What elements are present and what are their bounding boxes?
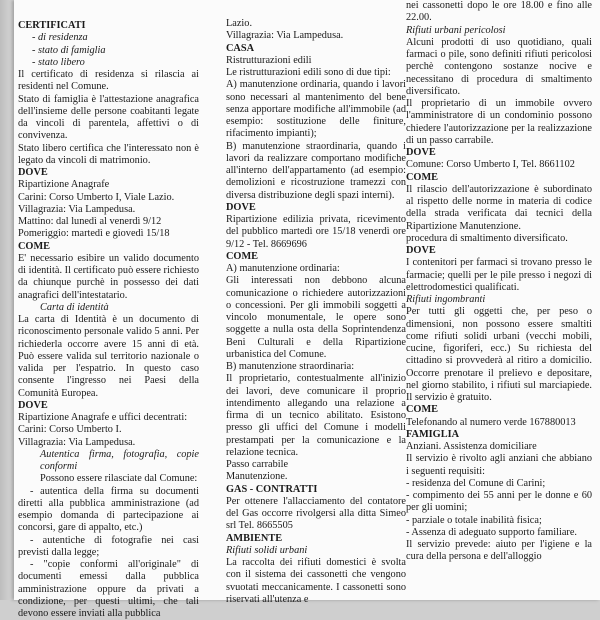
paragraph: E' necessario esibire un valido documento di identità. Il certificato può essere richiesto da chiunque purchè in possesso dei dati anagrafici dell'intestatario. [18, 252, 199, 301]
list-item: - stato libero [32, 56, 85, 68]
subheading-manutenzione-straordinaria: B) manutenzione straordinaria: [226, 361, 355, 372]
heading-casa: CASA [226, 42, 255, 54]
hours: Mattino: dal lunedì al venerdì 9/12 [18, 216, 162, 227]
heading-come: COME [226, 250, 259, 262]
list-item: - Assenza di adeguato supporto familiare. [406, 526, 577, 538]
list-item: - autentica della firma su documenti diretti alla pubblica amministrazione (ad esempio domanda di partecipazione ai concorsi, gare di appalto, etc.) [18, 485, 199, 534]
paragraph: Stato libero certifica che l'interessato non è legato da vincoli di matrimonio. [18, 142, 199, 166]
paragraph: Il servizio è rivolto agli anziani che abbiano i seguenti requisiti: [406, 453, 592, 477]
list-item: - di residenza [32, 32, 88, 44]
paragraph: Ripartizione edilizia privata, ricevimento del pubblico martedì ore 15/18 venerdì ore 9/12 - Tel. 8669696 [226, 214, 406, 250]
paragraph: Stato di famiglia è l'attestazione anagrafica dell'insieme delle persone coabitanti legate da vincoli di parentela, affettivi o di convivenza. [18, 93, 199, 142]
paragraph: Il rilascio dell'autorizzazione è subordinato al rispetto delle norme in materia di codice della strada verificata dai tecnici della Ripartizione Manutenzione. [406, 183, 592, 232]
paragraph: Le ristrutturazioni edili sono di due tipi: [226, 67, 391, 78]
address: Carini: Corso Umberto I. [18, 424, 122, 436]
subheading-rifiuti-solidi: Rifiuti solidi urbani [226, 544, 308, 556]
paragraph: I contenitori per farmaci si trovano presso le farmacie; quelli per le pile presso i negozi di elettrodomestici qualificati. [406, 257, 592, 293]
document-page [14, 0, 600, 619]
list-item: - compimento dei 55 anni per le donne e 60 per gli uomini; [406, 490, 592, 514]
paragraph: Il servizio prevede: aiuto per l'igiene e la cura della persona e dell'alloggio [406, 539, 592, 563]
phone-number: Telefonando al numero verde 167880013 [406, 416, 576, 428]
office: Ripartizione Anagrafe e uffici decentrati: [18, 412, 188, 423]
paragraph: Per tutti gli oggetti che, per peso o dimensioni, non possono essere smaltiti come rifiuti solidi urbani (vecchi mobili, cucine, figoriferi, ecc.) Su richiesta del cittadino si provvederà al ritiro a domicilio. Occorre prenotare il prelievo e depositare, nel giorno stabilito, i rifiuti sul marciapiede. Il servizio è gratuito. [406, 306, 592, 403]
column-3 [406, 0, 592, 600]
paragraph: La raccolta dei rifiuti domestici è svolta con il sistema dei cassonetti che vengono svuotati meccanicamente. I cassonetti sono riservati all'utenza e [226, 557, 406, 605]
heading-gas: GAS - CONTRATTI [226, 483, 318, 495]
paragraph: Gli interessati non debbono alcuna comunicazione o richiedere autorizzazioni o concessioni. Per gli immobili soggetti a vincolo monumentale, le opere sono soggette a nulla osta della Soprintendenza Beni Culturali e della Ripartizione urbanistica del Comune. [226, 275, 406, 360]
paragraph: Il proprietario di un immobile ovvero l'amministratore di un condominio possono chiedere l'autorizzazione per la realizzazione di un passo carrabile. [406, 98, 592, 146]
address: Villagrazia: Via Lampedusa. [226, 30, 344, 42]
paragraph: Alcuni prodotti di uso quotidiano, quali farmaci o pile, sono definiti rifiuti pericolosi perchè contengono sostanze nocive e necessitano di procedura di smaltimento diversificato. [406, 36, 592, 97]
paragraph: La carta di Identità è un documento di riconoscimento personale valido 5 anni. Per richiederla occorre avere 15 anni di età. Può essere valida sul territorio nazionale o valida per l'espatrio. In questo caso consente l'ingresso nei Paesi della Comunità Europea. [18, 314, 199, 399]
heading-dove: DOVE [406, 147, 436, 158]
subheading-autentica: Autentica firma, fotografia, copie conformi [40, 448, 199, 472]
subheading-rifiuti-ingombranti: Rifiuti ingombranti [406, 294, 486, 305]
list-item: - "copie conformi all'originale" di documenti emessi dalla pubblica amministrazione oppure da privati a condizione, per questi ultimi, che tali devono essere inviati alla pubblica [18, 559, 199, 619]
column-1 [18, 0, 199, 619]
list-item: - autentiche di fotografie nei casi previsti dalla legge; [18, 534, 199, 558]
paragraph: nei cassonetti dopo le ore 18.00 e fino alle 22.00. [406, 0, 592, 24]
list-item: - residenza del Comune di Carini; [406, 477, 546, 489]
paragraph: Passo carrabile [226, 459, 289, 470]
list-item: - parziale o totale inabilità fisica; [406, 514, 542, 526]
paragraph: A) manutenzione ordinaria, quando i lavori sono necessari al mantenimento del bene senza apportare modifiche all'immobile (ad esempio: sostituzione delle finiture, rifacimento impianti); [226, 79, 406, 140]
subheading-carta-identita: Carta di identità [40, 301, 109, 313]
subheading-rifiuti-pericolosi: Rifiuti urbani pericolosi [406, 24, 506, 36]
heading-come: COME [406, 171, 439, 183]
address: Carini: Corso Umberto I, Viale Lazio. [18, 191, 175, 203]
subheading-anziani: Anziani. Assistenza domiciliare [406, 441, 537, 452]
address: Villagrazia: Via Lampedusa. [18, 203, 136, 215]
heading-come: COME [18, 240, 51, 252]
list-item: - stato di famiglia [32, 44, 106, 56]
heading-dove: DOVE [226, 201, 256, 213]
subheading-manutenzione-ordinaria: A) manutenzione ordinaria: [226, 263, 340, 274]
heading-certificati: CERTIFICATI [18, 20, 86, 31]
heading-dove: DOVE [18, 167, 48, 178]
scan-edge [0, 0, 14, 600]
address: Comune: Corso Umberto I, Tel. 8661102 [406, 159, 575, 171]
paragraph: Lazio. [226, 18, 253, 29]
column-2 [226, 0, 406, 605]
subheading-ristrutturazioni: Ristrutturazioni edili [226, 54, 312, 66]
heading-dove: DOVE [406, 245, 436, 256]
office: Ripartizione Anagrafe [18, 179, 110, 191]
heading-ambiente: AMBIENTE [226, 532, 283, 544]
paragraph: B) manutenzione straordinaria, quando i lavori da realizzare comportano modifiche all'interno dell'appartamento (ad esempio: demolizioni e ricostruzione tramezzi con diversa distribuzione degli spazi interni). [226, 140, 406, 201]
heading-famiglia: FAMIGLIA [406, 428, 460, 440]
paragraph: Possono essere rilasciate dal Comune: [40, 473, 198, 485]
heading-come: COME [406, 404, 439, 416]
paragraph: Per ottenere l'allacciamento del contatore del Gas occorre rivolgersi alla ditta Simeo srl Tel. 8665505 [226, 495, 406, 532]
paragraph: Il certificato di residenza si rilascia ai residenti nel Comune. [18, 69, 199, 93]
hours: Pomeriggio: martedì e giovedì 15/18 [18, 228, 170, 240]
paragraph: procedura di smaltimento diversificato. [406, 232, 568, 244]
address: Villagrazia: Via Lampedusa. [18, 436, 136, 448]
paragraph: Manutenzione. [226, 471, 288, 483]
paragraph: Il proprietario, contestualmente all'inizio dei lavori, deve comunicare il proprio intendimento allegando una relazione a firma di un tecnico abilitato. Esistono presso gli uffici del Comune i modelli prestampati per la comunicazione e la relazione tecnica. [226, 373, 406, 458]
heading-dove: DOVE [18, 399, 48, 411]
